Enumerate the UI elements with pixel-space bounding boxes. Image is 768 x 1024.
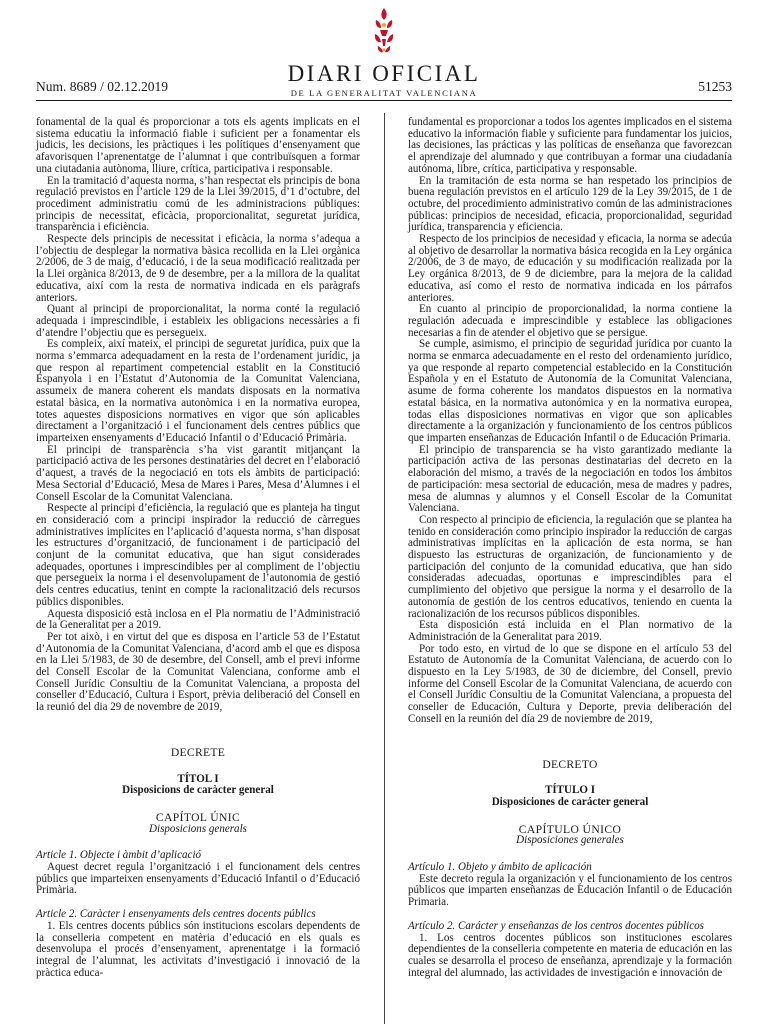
column-valencian	[36, 117, 360, 979]
article-heading: Article 2. Caràcter i ensenyaments dels centres docents públics	[36, 908, 316, 921]
chapter-subheading: Disposiciones generales	[516, 834, 624, 847]
article-text: Aquest decret regula l’organització i el funcionament dels centres públics que imparteixen ensenyaments d’Educació Infantil o d’Educació Primària.	[36, 861, 360, 897]
paragraph: fundamental es proporcionar a todos los agentes implicados en el sistema educativo la información fiable y suficiente para fundamentar los juicios, las decisiones, las prácticas y las políticas de enseñanza que favorezcan el aprendizaje del alumnado y que contribuyan a formar una ciudadanía autónoma, libre, crítica, participativa y responsable.	[408, 116, 732, 175]
title-heading: TÍTULO I	[544, 784, 596, 797]
column-spanish	[408, 117, 732, 979]
article-text: 1. Els centres docents públics són institucions escolars dependents de la conselleria competent en matèria d’educació en els quals es desenvolupa el procés d’ensenyament, aprenentatge i la formació integral de l’alumnat, les activitats d’investigació i innovació de la pràctica educa-	[36, 919, 360, 979]
issue-number-date: Num. 8689 / 02.12.2019	[36, 79, 169, 94]
decree-heading: DECRETO	[542, 757, 598, 771]
article-heading: Artículo 1. Objeto y ámbito de aplicación	[408, 861, 592, 874]
paragraph: Aquesta disposició està inclosa en el Pla normatiu de l’Administració de la Generalitat per a 2019.	[36, 607, 360, 632]
title-subheading: Disposicions de caràcter general	[122, 784, 274, 797]
article-heading: Article 1. Objecte i àmbit d’aplicació	[36, 849, 202, 862]
paragraph: Es compleix, així mateix, el principi de seguretat jurídica, puix que la norma s’emmarca adequadament en la resta de l’ordenament jurídic, ja que respon al repartiment competencial establit en la Constitució Espanyola i en l’Estatut d’Autonomia de la Comunitat Valenciana, assumeix de manera coherent els mandats disposats en la normativa estatal bàsica, en la normativa autonòmica i en la normativa europea, totes aquestes disposicions normatives en vigor que són aplicables directament a l’organització i el funcionament dels centres públics que imparteixen ensenyaments d’Educació Infantil o d’Educació Primària.	[36, 338, 360, 444]
masthead-title: DIARI OFICIAL	[287, 61, 481, 86]
generalitat-emblem-icon	[369, 6, 399, 58]
paragraph: fonamental de la qual és proporcionar a tots els agents implicats en el sistema educatiu la informació fiable i suficient per a fonamentar els judicis, les decisions, les pràctiques i les polítiques d’ensenyament que afavorisquen l’aprenentatge de l’alumnat i que contribuïsquen a formar una ciutadania autònoma, lliure, crítica, participativa i responsable.	[36, 116, 360, 175]
paragraph: Quant al principi de proporcionalitat, la norma conté la regulació adequada i imprescindible, i estableix les obligacions necessàries a fi d’atendre l’objectiu que es persegueix.	[36, 303, 360, 339]
paragraph: En la tramitació d’aquesta norma, s’han respectat els principis de bona regulació previstos en l’article 129 de la Llei 39/2015, d’1 d’octubre, del procediment administratiu comú de les administracions públiques: principis de necessitat, eficàcia, proporcionalitat, seguretat jurídica, transparència i eficiència.	[36, 174, 360, 234]
paragraph: Con respecto al principio de eficiencia, la regulación que se plantea ha tenido en consideración como principio inspirador la reducción de cargas administrativas implícitas en la aplicación de esta norma, se han dispuesto las estructuras de organización, de funcionamiento y de participación del conjunto de la comunidad educativa, que han sido consideradas adecuadas, oportunas e imprescindibles para el cumplimiento del objetivo que persigue la norma y el desarrollo de la autonomía de gestión de los centros educativos, teniendo en cuenta la racionalización de los recursos públicos disponibles.	[408, 513, 732, 620]
header-rule	[36, 100, 732, 101]
page-header	[0, 0, 768, 112]
masthead-subtitle: DE LA GENERALITAT VALENCIANA	[290, 88, 478, 98]
paragraph: Respecte dels principis de necessitat i eficàcia, la norma s’adequa a l’objectiu de desplegar la normativa bàsica recollida en la Llei orgànica 2/2006, de 3 de maig, d’educació, i de la seua modificació realitzada per la Llei orgànica 8/2013, de 9 de desembre, per a la millora de la qualitat educativa, així com la resta de normativa indicada en els paràgrafs anteriors.	[36, 233, 360, 304]
paragraph: Se cumple, asimismo, el principio de seguridad jurídica por cuanto la norma se enmarca adecuadamente en el resto del ordenamiento jurídico, ya que responde al reparto competencial establecido en la Constitución Española y en el Estatuto de Autonomía de la Comunitat Valenciana, asume de forma coherente los mandatos dispuestos en la normativa estatal básica, en la normativa autonómica y en la normativa europea, todas ellas disposiciones normativas en vigor que son aplicables directamente a la organización y funcionamiento de los centros públicos que imparten enseñanzas de Educación Infantil o de Educación Primaria.	[408, 338, 732, 444]
article-heading: Artículo 2. Carácter y enseñanzas de los centros docentes públicos	[408, 919, 704, 932]
paragraph: El principi de transparència s’ha vist garantit mitjançant la participació activa de les persones destinatàries del decret en l’elaboració d’aquest, a través de la negociació en tots els àmbits de participació: Mesa Sectorial d’Educació, Mesa de Mares i Pares, Mesa d’Alumnes i el Consell Escolar de la Comunitat Valenciana.	[36, 443, 360, 503]
title-heading: TÍTOL I	[177, 772, 219, 785]
article-text: 1. Los centros docentes públicos son instituciones escolares dependientes de la conselleria competente en materia de educación en las cuales se desarrolla el proceso de enseñanza, aprendizaje y la formación integral del alumnado, las actividades de investigación e innovación de	[408, 931, 732, 979]
column-divider	[384, 113, 385, 1024]
chapter-heading: CAPÍTOL ÚNIC	[155, 810, 241, 824]
paragraph: Per tot això, i en virtut del que es disposa en l’article 53 de l’Estatut d’Autonomia de la Comunitat Valenciana, d’acord amb el que es disposa en la Llei 5/1983, de 30 de desembre, del Consell, amb el previ informe del Consell Escolar de la Comunitat Valenciana, conforme amb el Consell Jurídic Consultiu de la Comunitat Valenciana, a proposta del conseller d’Educació, Cultura i Esport, prèvia deliberació del Consell en la reunió del dia 29 de novembre de 2019,	[36, 630, 360, 714]
chapter-heading: CAPÍTULO ÚNICO	[518, 822, 622, 836]
paragraph: Esta disposición está incluida en el Plan normativo de la Administración de la Generalitat para 2019.	[408, 619, 732, 643]
paragraph: En cuanto al principio de proporcionalidad, la norma contiene la regulación adecuada e imprescindible y establece las obligaciones necesarias a fin de atender el objetivo que se persigue.	[408, 303, 732, 339]
masthead	[0, 62, 768, 98]
paragraph: Respecto de los principios de necesidad y eficacia, la norma se adecúa al objetivo de desarrollar la normativa básica recogida en la Ley orgánica 2/2006, de 3 de mayo, de educación y su modificación realizada por la Ley orgánica 8/2013, de 9 de diciembre, para la mejora de la calidad educativa, así como el resto de normativa indicada en los párrafos anteriores.	[408, 233, 733, 304]
title-subheading: Disposiciones de carácter general	[491, 795, 649, 808]
paragraph: El principio de transparencia se ha visto garantizado mediante la participación activa de las personas destinatarias del decreto en la elaboración del mismo, a través de la negociación en todos los ámbitos de participación: mesa sectorial de educación, mesa de madres y padres, mesa de alumnas y alumnos y el Consell Escolar de la Comunitat Valenciana.	[408, 443, 732, 515]
paragraph: Por todo esto, en virtud de lo que se dispone en el artículo 53 del Estatuto de Autonomía de la Comunitat Valenciana, de acuerdo con lo dispuesto en la Ley 5/1983, de 30 de diciembre, del Consell, previo informe del Consell Escolar de la Comunitat Valenciana, de acuerdo con el Consell Jurídic Consultiu de la Comunitat Valenciana, a propuesta del conseller de Educación, Cultura y Deporte, previa deliberación del Consell en la reunión del día 29 de noviembre de 2019,	[408, 642, 732, 725]
paragraph: En la tramitación de esta norma se han respetado los principios de buena regulación previstos en el artículo 129 de la Ley 39/2015, de 1 de octubre, del procedimiento administrativo común de las administraciones públicas: principios de necesidad, eficacia, proporcionalidad, seguridad jurídica, transparencia y eficiencia.	[408, 174, 732, 234]
article-text: Este decreto regula la organización y el funcionamiento de los centros públicos que imparten enseñanzas de Educación Infantil o de Educación Primaria.	[408, 872, 732, 909]
decree-heading: DECRETE	[170, 745, 226, 759]
chapter-subheading: Disposicions generals	[149, 822, 247, 835]
paragraph: Respecte al principi d’eficiència, la regulació que es planteja ha tingut en consideració com a principi inspirador la reducció de càrregues administratives implícites en l’aplicació d’aquesta norma, s’han disposat les estructures d’organització, de funcionament i de participació del conjunt de la comunitat educativa, que han sigut considerades adequades, oportunes i imprescindibles per al compliment de l’objectiu que persegueix la norma i el desenvolupament de l’autonomia de gestió dels centres educatius, tenint en compte la racionalització dels recursos públics disponibles.	[36, 502, 360, 608]
page-number: 51253	[698, 79, 732, 94]
